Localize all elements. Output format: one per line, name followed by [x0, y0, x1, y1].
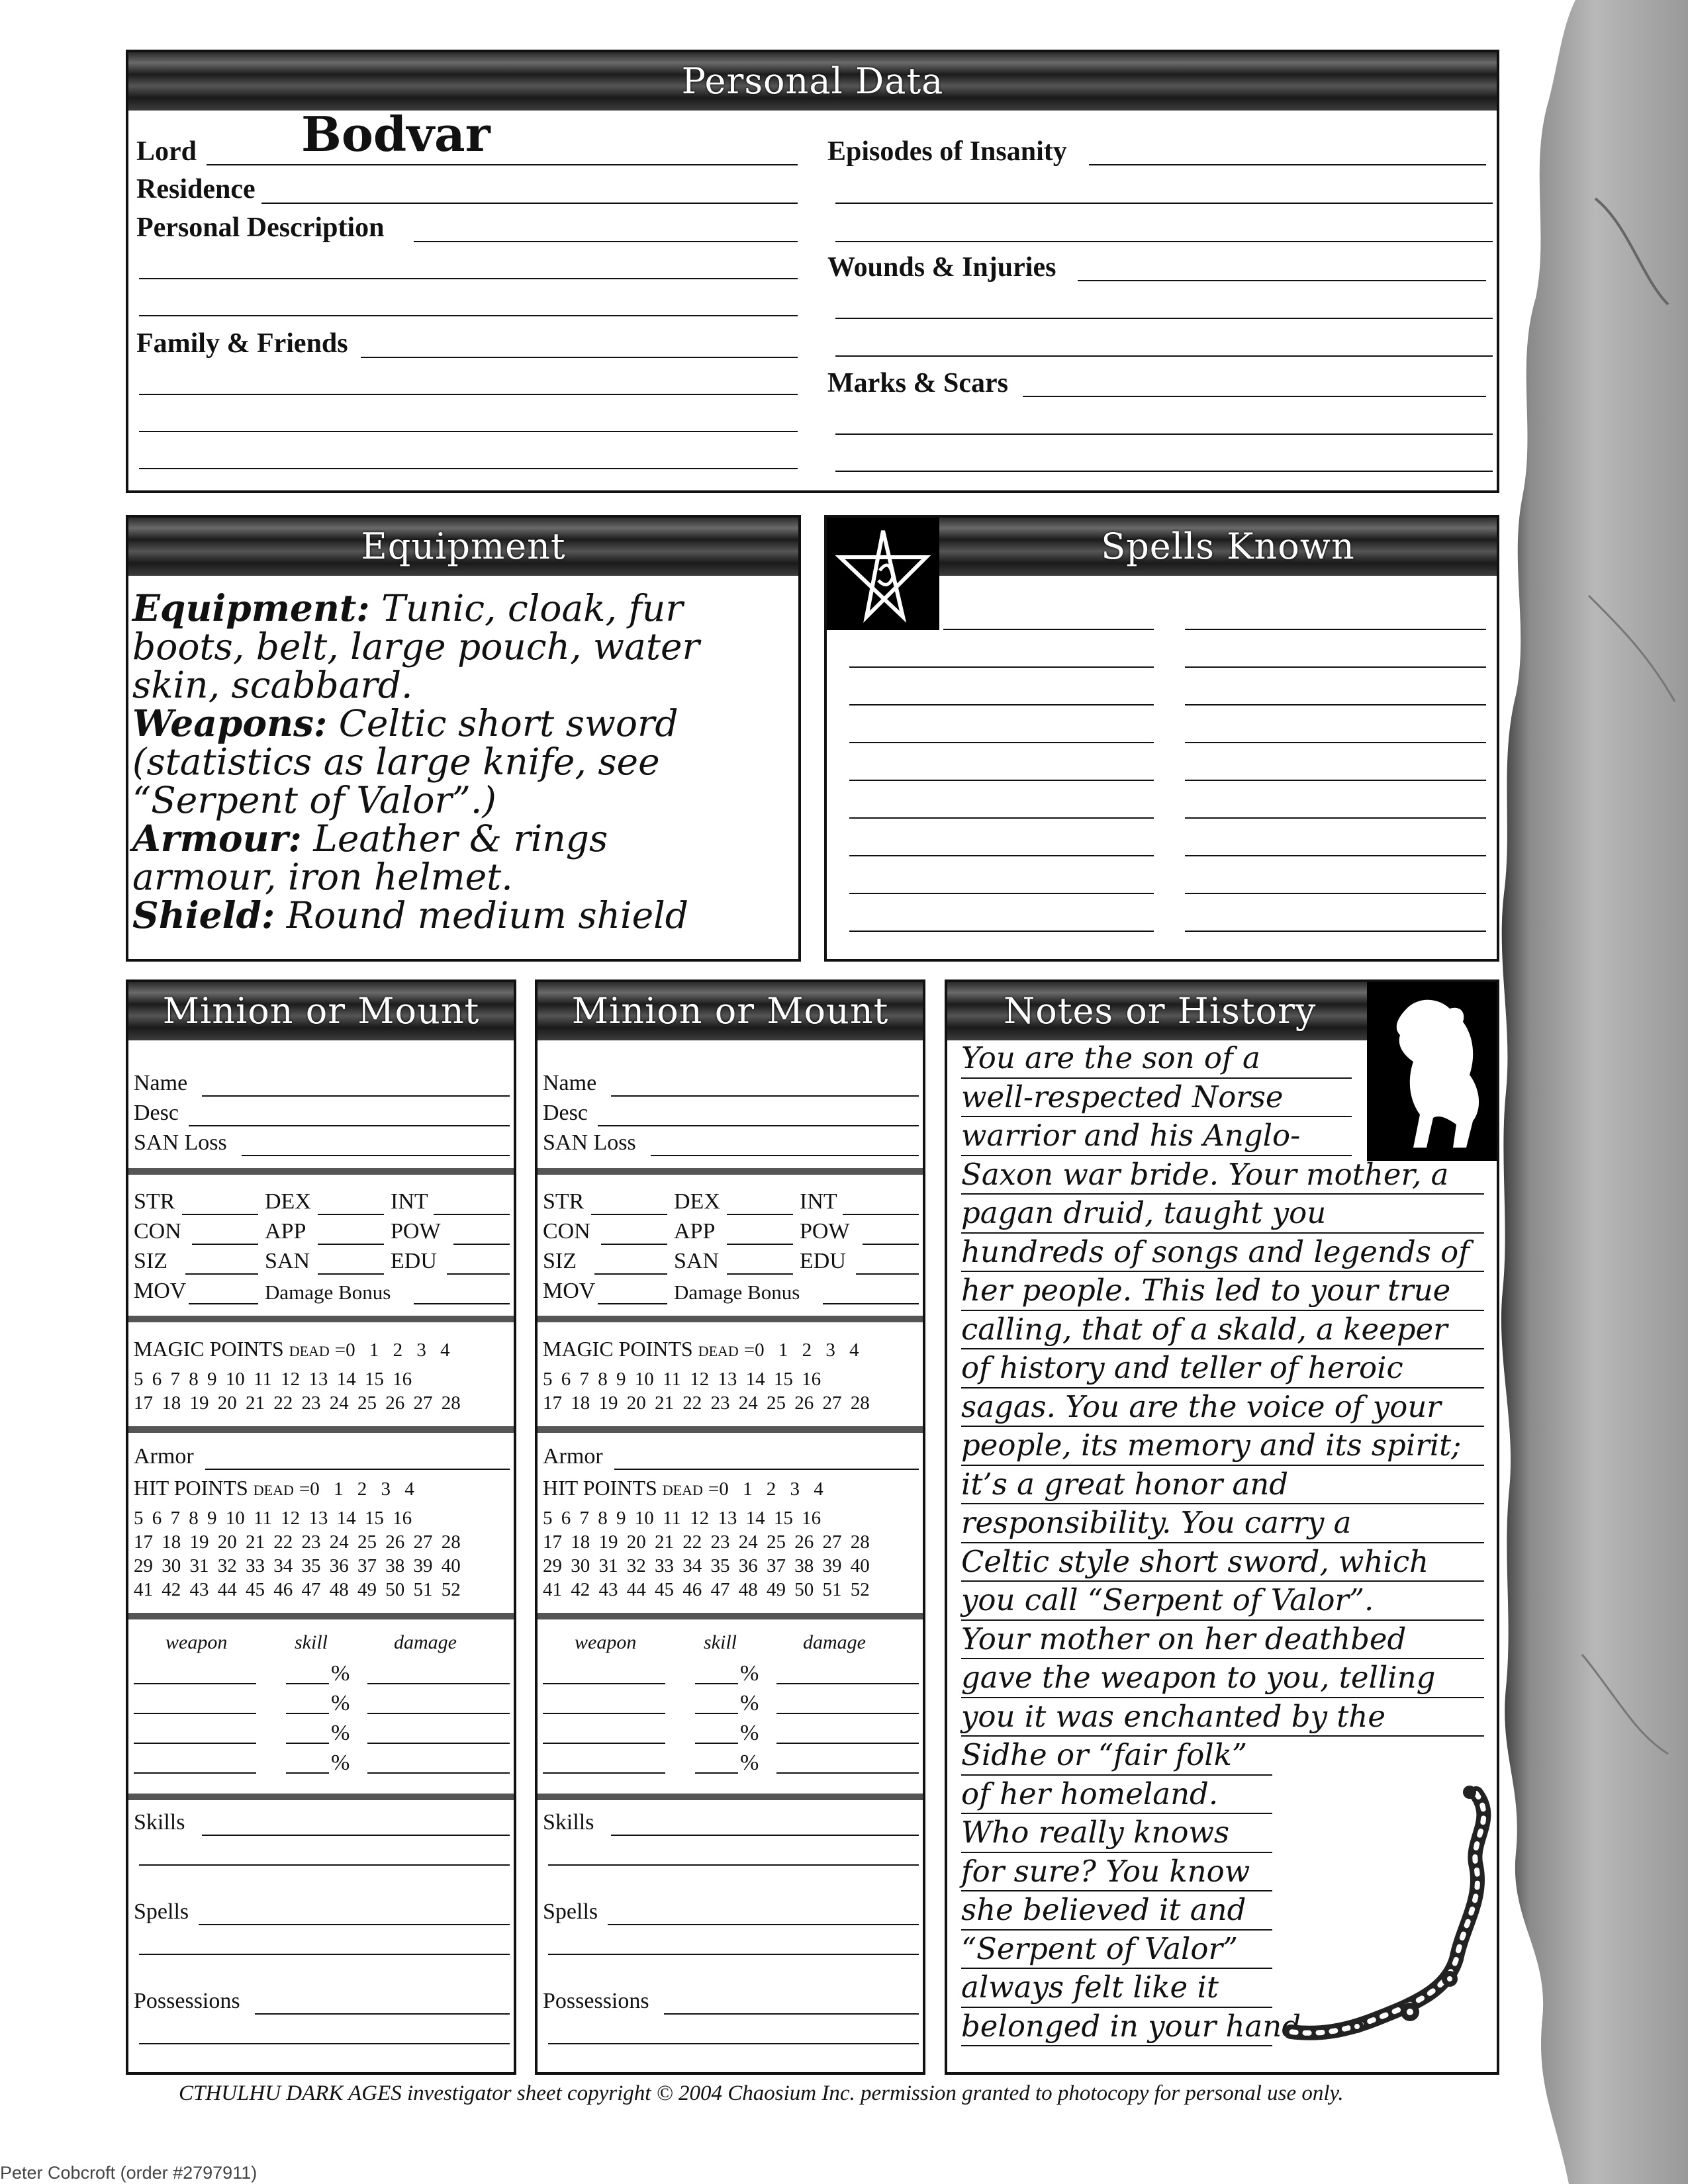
minion-weapon-line-1c[interactable]: [134, 1743, 256, 1744]
minion-possessions-line-1b[interactable]: [139, 2043, 510, 2044]
minion-armor-label-2: Armor: [543, 1444, 603, 1469]
minion-app-label-2: APP: [674, 1219, 716, 1244]
notes-line-6: [961, 1271, 1484, 1272]
minion-header-1: [128, 982, 514, 1040]
minion-possessions-label-2: Possessions: [543, 1989, 649, 2013]
minion-divider-2e: [538, 1794, 923, 1800]
minion-int-line-1[interactable]: [434, 1214, 510, 1215]
notes-line-5: [961, 1232, 1484, 1234]
spells-line-5b[interactable]: [1185, 780, 1486, 781]
tentacle-ornament-icon: [1278, 1780, 1496, 2052]
minion-edu-line-2[interactable]: [856, 1273, 919, 1275]
watermark: Peter Cobcroft (order #2797911): [0, 2163, 258, 2183]
notes-line-3: [961, 1155, 1352, 1156]
minion-desc-label-1: Desc: [134, 1101, 179, 1125]
notes-line-16: [961, 1658, 1484, 1659]
minion-hp-label-2: HIT POINTS DEAD =0 1 2 3 4: [543, 1476, 823, 1500]
minion-percent-1d: %: [331, 1751, 350, 1775]
notes-line-9: [961, 1387, 1484, 1388]
minion-armor-line-2[interactable]: [614, 1469, 919, 1470]
minion-hp-row-2-1[interactable]: 5 6 7 8 9 10 11 12 13 14 15 16: [134, 1508, 412, 1529]
minion-pow-label-2: POW: [800, 1219, 850, 1244]
family-line-2[interactable]: [139, 394, 798, 395]
equipment-text[interactable]: Equipment: Tunic, cloak, fur boots, belt, large pouch, water skin, scabbard. Weapons: Celtic short sword (statistics as large knife, see “Serpent of Valor”.) Armour: Leather & rings armour, iron helmet. Shield: Round medium shield: [132, 586, 700, 936]
equipment-header: [128, 518, 798, 576]
minion-san-loss-label-1: SAN Loss: [134, 1130, 227, 1155]
minion-app-label-1: APP: [265, 1219, 306, 1244]
spells-line-3b[interactable]: [1185, 704, 1486, 705]
minion-damage-header-2: damage: [803, 1631, 866, 1653]
minion-mp-row-2-1[interactable]: 5 6 7 8 9 10 11 12 13 14 15 16: [134, 1369, 412, 1390]
minion-spells-line-1b[interactable]: [139, 1954, 510, 1955]
notes-line-17: [961, 1697, 1484, 1698]
insanity-line-2[interactable]: [835, 203, 1493, 204]
notes-line-13: [961, 1542, 1484, 1543]
notes-line-21: [961, 1852, 1272, 1853]
minion-percent-2c: %: [740, 1721, 759, 1745]
minion-desc-line-2[interactable]: [598, 1125, 919, 1126]
minion-san-line-1[interactable]: [318, 1273, 384, 1275]
minion-mov-line-2[interactable]: [598, 1303, 667, 1304]
minion-header-2: [538, 982, 923, 1040]
notes-line-26: [961, 2045, 1272, 2046]
notes-line-2: [961, 1116, 1352, 1117]
personal-data-title: Personal Data: [681, 60, 944, 102]
minion-edu-label-2: EDU: [800, 1249, 846, 1273]
spells-line-6b[interactable]: [1185, 817, 1486, 819]
spells-line-6[interactable]: [849, 817, 1154, 819]
lord-field-line[interactable]: [207, 164, 798, 165]
minion-name-line-2[interactable]: [611, 1095, 919, 1097]
minion-hp-row-5-2[interactable]: 41 42 43 44 45 46 47 48 49 50 51 52: [543, 1579, 870, 1600]
minion-title-1: Minion or Mount: [162, 990, 480, 1032]
minion-weapon-header-2: weapon: [575, 1631, 637, 1653]
minion-mp-row-3-2[interactable]: 17 18 19 20 21 22 23 24 25 26 27 28: [543, 1392, 870, 1414]
scars-label: Marks & Scars: [827, 368, 1008, 398]
notes-line-24: [961, 1968, 1272, 1969]
minion-weapon-line-1a[interactable]: [134, 1683, 256, 1684]
notes-line-18: [961, 1735, 1484, 1737]
minion-hp-row-4-1[interactable]: 29 30 31 32 33 34 35 36 37 38 39 40: [134, 1555, 461, 1576]
minion-spells-line-1[interactable]: [199, 1924, 510, 1925]
minion-divider-2c: [538, 1426, 923, 1433]
spells-line-2[interactable]: [849, 666, 1154, 668]
description-line-2[interactable]: [139, 278, 798, 279]
spells-line-1b[interactable]: [1185, 629, 1486, 630]
minion-hp-row-3-2[interactable]: 17 18 19 20 21 22 23 24 25 26 27 28: [543, 1531, 870, 1553]
minion-damage-line-2c[interactable]: [776, 1743, 919, 1744]
minion-percent-2a: %: [740, 1661, 759, 1686]
minion-weapon-line-2a[interactable]: [543, 1683, 665, 1684]
minion-divider-2d: [538, 1613, 923, 1619]
minion-siz-label-2: SIZ: [543, 1249, 577, 1273]
minion-damage-line-1a[interactable]: [367, 1683, 510, 1684]
minion-spells-line-2b[interactable]: [548, 1954, 919, 1955]
minion-siz-line-1[interactable]: [185, 1273, 258, 1275]
notes-line-19: [961, 1774, 1272, 1776]
family-line-3[interactable]: [139, 431, 798, 432]
minion-damage-bonus-label-1: Damage Bonus: [265, 1281, 391, 1304]
residence-field-line[interactable]: [261, 203, 798, 204]
family-label: Family & Friends: [136, 328, 348, 359]
minion-str-label-1: STR: [134, 1189, 175, 1214]
spells-line-9b[interactable]: [1185, 931, 1486, 932]
minion-possessions-line-2[interactable]: [664, 2013, 919, 2015]
minion-san-loss-line-2[interactable]: [651, 1155, 919, 1156]
lord-label: Lord: [136, 136, 197, 167]
minion-san-line-2[interactable]: [727, 1273, 793, 1275]
minion-hp-row-5-1[interactable]: 41 42 43 44 45 46 47 48 49 50 51 52: [134, 1579, 461, 1600]
minion-skill-line-1a[interactable]: [286, 1683, 329, 1684]
minion-skills-label-1: Skills: [134, 1810, 185, 1835]
minion-edu-label-1: EDU: [391, 1249, 437, 1273]
minion-weapon-line-1b[interactable]: [134, 1713, 256, 1714]
minion-armor-line-1[interactable]: [205, 1469, 510, 1470]
minion-weapon-line-1d[interactable]: [134, 1772, 256, 1774]
notes-line-11: [961, 1465, 1484, 1466]
description-label: Personal Description: [136, 212, 385, 243]
minion-weapon-line-2d[interactable]: [543, 1772, 665, 1774]
minion-skill-line-2a[interactable]: [695, 1683, 738, 1684]
scars-line-2[interactable]: [835, 433, 1493, 435]
minion-spells-label-1: Spells: [134, 1899, 189, 1924]
notes-line-20: [961, 1813, 1272, 1814]
minion-possessions-label-1: Possessions: [134, 1989, 240, 2013]
minion-dex-label-2: DEX: [674, 1189, 720, 1214]
spells-line-1[interactable]: [943, 629, 1154, 630]
minion-mp-row-2-2[interactable]: 5 6 7 8 9 10 11 12 13 14 15 16: [543, 1369, 821, 1390]
minion-weapon-line-2b[interactable]: [543, 1713, 665, 1714]
minion-mp-row-3-1[interactable]: 17 18 19 20 21 22 23 24 25 26 27 28: [134, 1392, 461, 1414]
minion-percent-1b: %: [331, 1691, 350, 1715]
minion-name-line-1[interactable]: [202, 1095, 510, 1097]
minion-int-label-2: INT: [800, 1189, 837, 1214]
minion-mov-label-2: MOV: [543, 1279, 596, 1303]
minion-percent-2d: %: [740, 1751, 759, 1775]
minion-divider-1d: [128, 1613, 514, 1619]
notes-line-22: [961, 1890, 1272, 1891]
minion-damage-bonus-label-2: Damage Bonus: [674, 1281, 800, 1304]
minion-dex-line-1[interactable]: [318, 1214, 384, 1215]
minion-divider-2b: [538, 1316, 923, 1322]
notes-line-4: [961, 1193, 1484, 1195]
minion-damage-line-1b[interactable]: [367, 1713, 510, 1714]
minion-hp-row-4-2[interactable]: 29 30 31 32 33 34 35 36 37 38 39 40: [543, 1555, 870, 1576]
insanity-label: Episodes of Insanity: [827, 136, 1067, 167]
notes-line-14: [961, 1580, 1484, 1582]
minion-skills-line-2b[interactable]: [548, 1864, 919, 1866]
spells-line-3[interactable]: [849, 704, 1154, 705]
torn-parchment-edge: [1496, 0, 1688, 2184]
minion-skill-line-2d[interactable]: [695, 1772, 738, 1774]
minion-app-line-2[interactable]: [727, 1244, 793, 1245]
minion-possessions-line-1[interactable]: [255, 2013, 510, 2015]
minion-damage-bonus-line-1[interactable]: [414, 1303, 510, 1304]
minion-mov-label-1: MOV: [134, 1279, 187, 1303]
minion-damage-line-1d[interactable]: [367, 1772, 510, 1774]
minion-dex-line-2[interactable]: [727, 1214, 793, 1215]
lord-value[interactable]: Bodvar: [301, 106, 491, 162]
minion-divider-2a: [538, 1168, 923, 1175]
copyright-footer: CTHULHU DARK AGES investigator sheet copyright © 2004 Chaosium Inc. permission granted to photocopy for personal use only.: [179, 2081, 1344, 2105]
minion-con-line-2[interactable]: [601, 1244, 667, 1245]
family-field-line[interactable]: [361, 357, 798, 358]
minion-app-line-1[interactable]: [318, 1244, 384, 1245]
insanity-line-3[interactable]: [835, 241, 1493, 242]
scars-field-line[interactable]: [1023, 396, 1486, 397]
minion-damage-line-1c[interactable]: [367, 1743, 510, 1744]
minion-hp-row-2-2[interactable]: 5 6 7 8 9 10 11 12 13 14 15 16: [543, 1508, 821, 1529]
spells-line-9[interactable]: [849, 931, 1154, 932]
notes-title: Notes or History: [1004, 990, 1317, 1032]
minion-percent-1a: %: [331, 1661, 350, 1686]
minion-san-label-2: SAN: [674, 1249, 720, 1273]
minion-damage-header-1: damage: [394, 1631, 457, 1653]
minion-skill-line-2b[interactable]: [695, 1713, 738, 1714]
minion-mp-label-2: MAGIC POINTS DEAD =0 1 2 3 4: [543, 1337, 859, 1361]
minion-skills-line-2[interactable]: [611, 1835, 919, 1836]
spells-line-2b[interactable]: [1185, 666, 1486, 668]
minion-skill-header-1: skill: [295, 1631, 328, 1653]
spells-known-title: Spells Known: [1101, 525, 1355, 567]
minion-divider-1a: [128, 1168, 514, 1175]
wounds-field-line[interactable]: [1078, 280, 1486, 281]
spells-line-4b[interactable]: [1185, 742, 1486, 743]
notes-line-8: [961, 1348, 1484, 1349]
notes-text[interactable]: You are the son of a well-respected Norse warrior and his Anglo- Saxon war bride. Your mother, a pagan druid, taught you hundreds of songs and legends of her people. This led to your true calling, that of a skald, a keeper of history and teller of heroic sagas. You are the voice of your people, its memory and its spirit; it’s a great honor and responsibility. You carry a Celtic style short sword, which you call “Serpent of Valor”. Your mother on her deathbed gave the weapon to you, telling you it was enchanted by the Sidhe or “fair folk” of her homeland. Who really knows for sure? You know she believed it and “Serpent of Valor” always felt like it belonged in your hand.: [961, 1040, 1470, 2044]
notes-line-25: [961, 2007, 1272, 2008]
minion-int-label-1: INT: [391, 1189, 428, 1214]
minion-damage-bonus-line-2[interactable]: [823, 1303, 919, 1304]
minion-skills-label-2: Skills: [543, 1810, 594, 1835]
notes-line-15: [961, 1619, 1484, 1621]
personal-data-header: [128, 52, 1497, 111]
description-line-3[interactable]: [139, 315, 798, 316]
minion-skills-line-1b[interactable]: [139, 1864, 510, 1866]
spells-line-8[interactable]: [849, 893, 1154, 894]
notes-line-10: [961, 1426, 1484, 1427]
notes-line-23: [961, 1929, 1272, 1931]
minion-damage-line-2b[interactable]: [776, 1713, 919, 1714]
minion-skill-line-1d[interactable]: [286, 1772, 329, 1774]
minion-san-label-1: SAN: [265, 1249, 310, 1273]
scars-line-3[interactable]: [835, 471, 1493, 472]
minion-str-label-2: STR: [543, 1189, 585, 1214]
minion-weapon-line-2c[interactable]: [543, 1743, 665, 1744]
minion-skills-line-1[interactable]: [202, 1835, 510, 1836]
minion-damage-line-2d[interactable]: [776, 1772, 919, 1774]
minion-armor-label-1: Armor: [134, 1444, 194, 1469]
minion-skill-line-1b[interactable]: [286, 1713, 329, 1714]
minion-divider-1e: [128, 1794, 514, 1800]
notes-line-7: [961, 1310, 1484, 1311]
residence-label: Residence: [136, 174, 256, 205]
minion-pow-line-1[interactable]: [453, 1244, 510, 1245]
minion-skill-line-2c[interactable]: [695, 1743, 738, 1744]
minion-hp-row-3-1[interactable]: 17 18 19 20 21 22 23 24 25 26 27 28: [134, 1531, 461, 1553]
spells-line-5[interactable]: [849, 780, 1154, 781]
minion-str-line-2[interactable]: [591, 1214, 667, 1215]
family-line-4[interactable]: [139, 468, 798, 469]
minion-con-line-1[interactable]: [192, 1244, 258, 1245]
minion-mp-label-1: MAGIC POINTS DEAD =0 1 2 3 4: [134, 1337, 450, 1361]
minion-dex-label-1: DEX: [265, 1189, 311, 1214]
minion-san-loss-label-2: SAN Loss: [543, 1130, 636, 1155]
elder-sign-icon: [827, 518, 939, 630]
minion-siz-line-2[interactable]: [594, 1273, 667, 1275]
minion-weapon-header-1: weapon: [165, 1631, 228, 1653]
spells-line-7b[interactable]: [1185, 855, 1486, 856]
minion-percent-1c: %: [331, 1721, 350, 1745]
minion-hp-label-1: HIT POINTS DEAD =0 1 2 3 4: [134, 1476, 414, 1500]
minion-possessions-line-2b[interactable]: [548, 2043, 919, 2044]
minion-edu-line-1[interactable]: [447, 1273, 510, 1275]
minion-name-label-2: Name: [543, 1071, 597, 1095]
insanity-field-line[interactable]: [1089, 164, 1486, 165]
minion-con-label-1: CON: [134, 1219, 181, 1244]
notes-line-12: [961, 1503, 1484, 1504]
minion-name-label-1: Name: [134, 1071, 188, 1095]
spells-line-4[interactable]: [849, 742, 1154, 743]
minion-desc-line-1[interactable]: [189, 1125, 510, 1126]
minion-damage-line-2a[interactable]: [776, 1683, 919, 1684]
minion-int-line-2[interactable]: [843, 1214, 919, 1215]
minion-skill-header-2: skill: [704, 1631, 737, 1653]
notes-line-1: [961, 1077, 1352, 1079]
minion-title-2: Minion or Mount: [571, 990, 889, 1032]
minion-skill-line-1c[interactable]: [286, 1743, 329, 1744]
minion-spells-label-2: Spells: [543, 1899, 598, 1924]
minion-spells-line-2[interactable]: [608, 1924, 919, 1925]
wounds-line-3[interactable]: [835, 355, 1493, 357]
minion-str-line-1[interactable]: [182, 1214, 258, 1215]
minion-pow-label-1: POW: [391, 1219, 441, 1244]
wounds-line-2[interactable]: [835, 318, 1493, 319]
minion-divider-1b: [128, 1316, 514, 1322]
minion-divider-1c: [128, 1426, 514, 1433]
minion-mov-line-1[interactable]: [189, 1303, 258, 1304]
equipment-title: Equipment: [361, 525, 566, 567]
description-field-line[interactable]: [414, 241, 798, 242]
minion-siz-label-1: SIZ: [134, 1249, 167, 1273]
minion-con-label-2: CON: [543, 1219, 590, 1244]
spells-line-8b[interactable]: [1185, 893, 1486, 894]
spells-line-7[interactable]: [849, 855, 1154, 856]
minion-percent-2b: %: [740, 1691, 759, 1715]
wounds-label: Wounds & Injuries: [827, 252, 1056, 283]
minion-pow-line-2[interactable]: [863, 1244, 919, 1245]
minion-desc-label-2: Desc: [543, 1101, 588, 1125]
minion-san-loss-line-1[interactable]: [242, 1155, 510, 1156]
